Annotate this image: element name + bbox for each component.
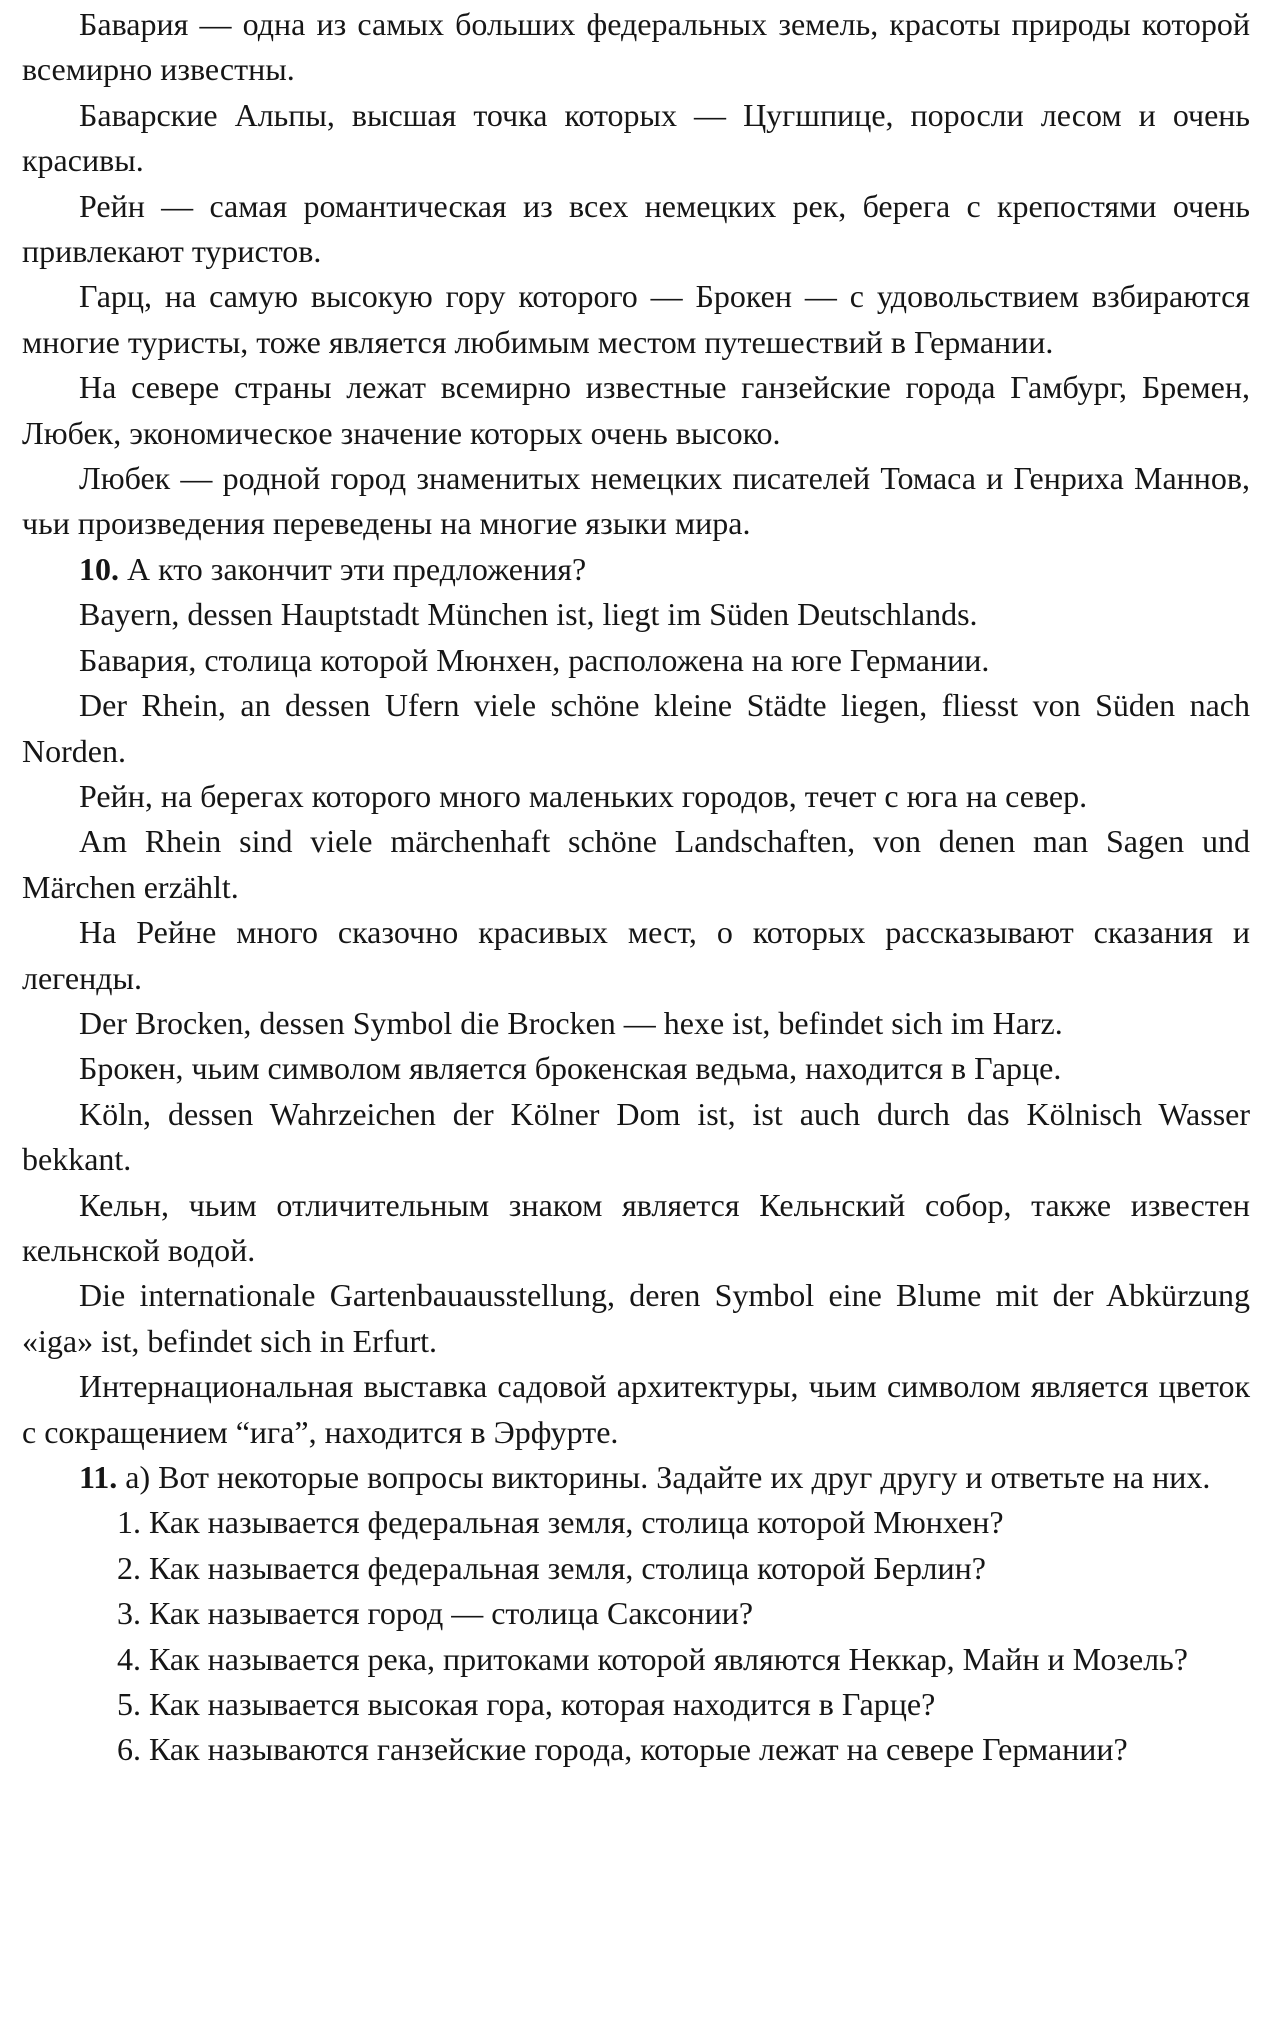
exercise-11-heading bbox=[22, 1455, 1250, 1500]
quiz-question: 6. Как называются ганзейские города, которые лежат на севере Германии? bbox=[117, 1731, 1128, 1768]
exercise-10-sentence: Der Rhein, an dessen Ufern viele schöne kleine Städte liegen, fliesst von Süden nach Norden. bbox=[22, 687, 1250, 769]
paragraph-rhine: Рейн — самая романтическая из всех немецких рек, берега с крепостями очень привлекают туристов. bbox=[22, 187, 1250, 270]
exercise-10-prompt: А кто закончит эти предложения? bbox=[127, 550, 587, 587]
exercise-10-sentence: Der Brocken, dessen Symbol die Brocken — hexe ist, befindet sich im Harz. bbox=[79, 1004, 1063, 1041]
exercise-11-prompt: а) Вот некоторые вопросы викторины. Задайте их друг другу и ответьте на них. bbox=[125, 1459, 1211, 1495]
exercise-10-sentence: Рейн, на берегах которого много маленьких городов, течет с юга на север. bbox=[79, 777, 1088, 814]
paragraph-hanseatic-cities: На севере страны лежат всемирно известные ганзейские города Гамбург, Бремен, Любек, экономическое значение которых очень высоко. bbox=[22, 369, 1250, 451]
exercise-10-sentence: Am Rhein sind viele märchenhaft schöne Landschaften, von denen man Sagen und Märchen erzählt. bbox=[22, 823, 1250, 905]
exercise-10-sentence: На Рейне много сказочно красивых мест, о которых рассказывают сказания и легенды. bbox=[22, 914, 1250, 996]
paragraph-bavarian-alps: Баварские Альпы, высшая точка которых — Цугшпице, поросли лесом и очень красивы. bbox=[22, 96, 1250, 179]
exercise-10-sentence: Интернациональная выставка садовой архитектуры, чьим символом является цветок с сокращением “ига”, находится в Эрфурте. bbox=[22, 1368, 1250, 1450]
quiz-question: 2. Как называется федеральная земля, столица которой Берлин? bbox=[117, 1549, 986, 1586]
exercise-10-heading bbox=[22, 547, 1250, 592]
paragraph-luebeck: Любек — родной город знаменитых немецких писателей Томаса и Генриха Маннов, чьи произведения переведены на многие языки мира. bbox=[22, 460, 1250, 542]
exercise-10-sentence: Bayern, dessen Hauptstadt München ist, liegt im Süden Deutschlands. bbox=[79, 596, 978, 633]
quiz-question: 3. Как называется город — столица Саксонии? bbox=[117, 1595, 754, 1632]
quiz-question: 4. Как называется река, притоками которой являются Неккар, Майн и Мозель? bbox=[117, 1640, 1188, 1677]
paragraph-harz: Гарц, на самую высокую гору которого — Брокен — с удовольствием взбираются многие туристы, тоже является любимым местом путешествий в Германии. bbox=[22, 278, 1250, 360]
textbook-page bbox=[22, 2, 1250, 1773]
exercise-10-sentence: Кельн, чьим отличительным знаком является Кельнский собор, также известен кельнской водой. bbox=[22, 1186, 1250, 1268]
paragraph-bavaria: Бавария — одна из самых больших федеральных земель, красоты природы которой всемирно известны. bbox=[22, 6, 1250, 88]
exercise-11-number: 11. bbox=[79, 1459, 118, 1495]
exercise-10-sentence: Брокен, чьим символом является брокенская ведьма, находится в Гарце. bbox=[79, 1050, 1062, 1087]
quiz-question: 1. Как называется федеральная земля, столица которой Мюнхен? bbox=[117, 1504, 1004, 1541]
quiz-question: 5. Как называется высокая гора, которая находится в Гарце? bbox=[117, 1686, 936, 1723]
exercise-10-sentence: Бавария, столица которой Мюнхен, расположена на юге Германии. bbox=[79, 641, 990, 678]
exercise-10-sentence: Köln, dessen Wahrzeichen der Kölner Dom ist, ist auch durch das Kölnisch Wasser bekkant. bbox=[22, 1095, 1250, 1178]
exercise-10-number: 10. bbox=[79, 550, 119, 587]
exercise-10-sentence: Die internationale Gartenbauausstellung, deren Symbol eine Blume mit der Abkürzung «iga» ist, befindet sich in Erfurt. bbox=[22, 1277, 1250, 1359]
